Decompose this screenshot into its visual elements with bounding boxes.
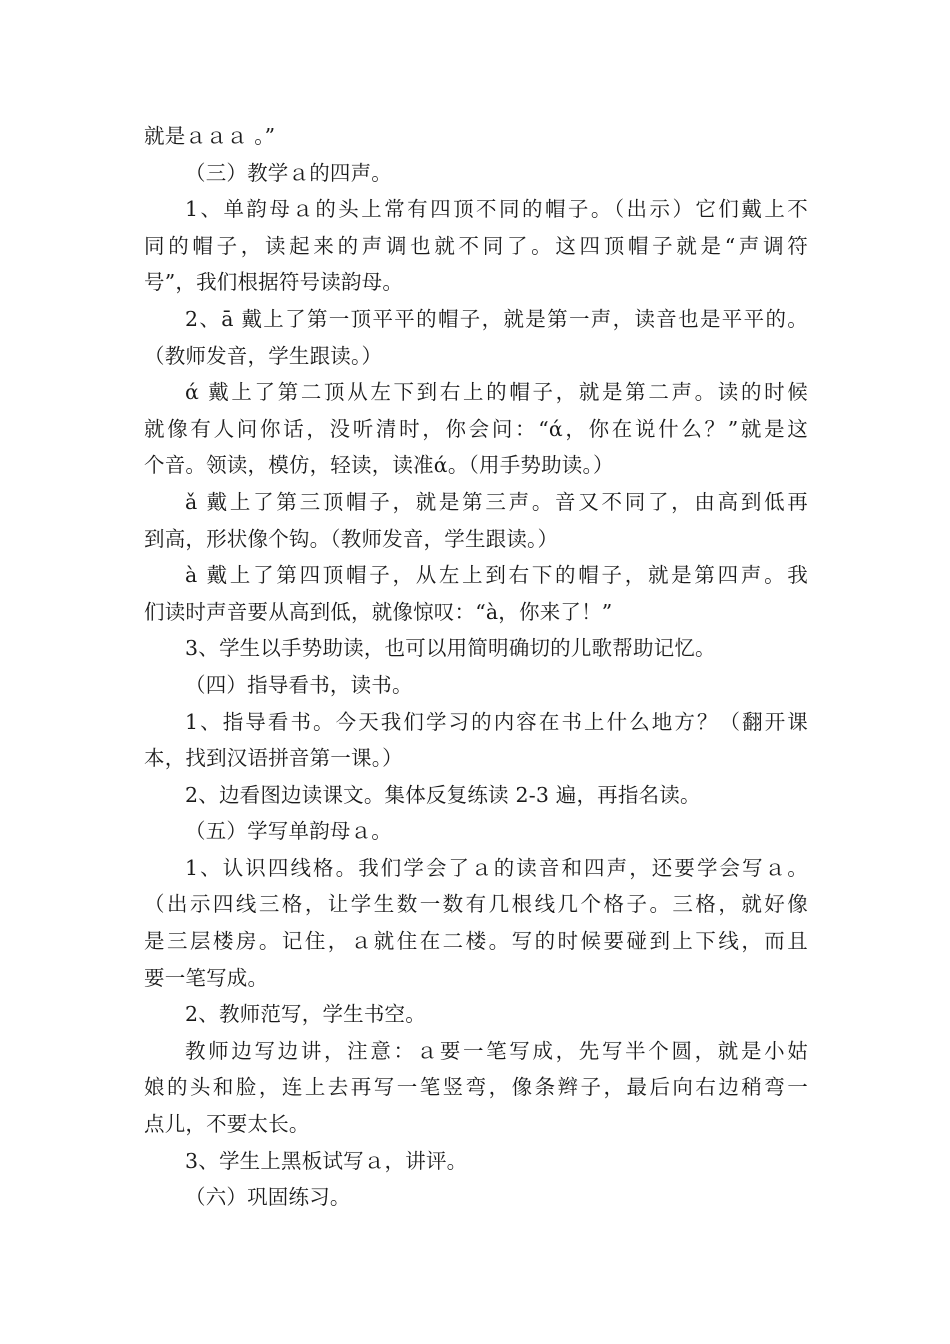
- section-heading-6: （六）巩固练习。: [185, 1185, 351, 1210]
- text-line: 到高，形状像个钩。（教师发音，学生跟读。）: [144, 526, 559, 551]
- text-line: 3、学生以手势助读，也可以用简明确切的儿歌帮助记忆。: [185, 636, 716, 661]
- text-line: 点儿，不要太长。: [144, 1112, 310, 1137]
- text-line: 就是ａａａ 。”: [144, 124, 276, 148]
- text-line: 同的帽子，读起来的声调也就不同了。这四顶帽子就是“声调符: [144, 233, 808, 258]
- text-line: 个音。领读，模仿，轻读，读准ά。（用手势助读。）: [144, 453, 614, 478]
- text-line: 娘的头和脸，连上去再写一笔竖弯，像条辫子，最后向右边稍弯一: [144, 1075, 808, 1100]
- section-heading-5: （五）学写单韵母ａ。: [185, 819, 392, 844]
- text-line: 就像有人问你话，没听清时，你会问：“ά，你在说什么？”就是这: [144, 416, 808, 441]
- text-line: 们读时声音要从高到低，就像惊叹：“à，你来了！”: [144, 599, 613, 624]
- text-line: 1、指导看书。今天我们学习的内容在书上什么地方？（翻开课: [185, 709, 808, 734]
- text-line: ǎ 戴上了第三顶帽子，就是第三声。音又不同了，由高到低再: [185, 489, 808, 514]
- text-line: 教师边写边讲，注意：ａ要一笔写成，先写半个圆，就是小姑: [185, 1038, 808, 1063]
- text-line: 1、认识四线格。我们学会了ａ的读音和四声，还要学会写ａ。: [185, 855, 808, 880]
- text-line: 2、边看图边读课文。集体反复练读 2-3 遍，再指名读。: [185, 782, 701, 807]
- section-heading-4: （四）指导看书，读书。: [185, 672, 413, 697]
- text-line: à 戴上了第四顶帽子，从左上到右下的帽子，就是第四声。我: [185, 563, 808, 588]
- text-line: 2、ā 戴上了第一顶平平的帽子，就是第一声，读音也是平平的。: [185, 306, 808, 331]
- text-line: ά 戴上了第二顶从左下到右上的帽子，就是第二声。读的时候: [185, 380, 808, 405]
- document-page: [144, 118, 808, 1216]
- text-line: （出示四线三格，让学生数一数有几根线几个格子。三格，就好像: [144, 892, 808, 917]
- text-line: 是三层楼房。记住，ａ就住在二楼。写的时候要碰到上下线，而且: [144, 929, 808, 954]
- text-line: 要一笔写成。: [144, 965, 269, 990]
- text-line: 本，找到汉语拼音第一课。）: [144, 746, 403, 771]
- text-line: 1、单韵母ａ的头上常有四顶不同的帽子。（出示）它们戴上不: [185, 197, 808, 222]
- text-line: （教师发音，学生跟读。）: [144, 343, 383, 368]
- text-line: 号”，我们根据符号读韵母。: [144, 270, 404, 295]
- text-line: 3、学生上黑板试写ａ，讲评。: [185, 1148, 468, 1173]
- text-line: 2、教师范写，学生书空。: [185, 1002, 426, 1027]
- section-heading-3: （三）教学ａ的四声。: [185, 160, 392, 185]
